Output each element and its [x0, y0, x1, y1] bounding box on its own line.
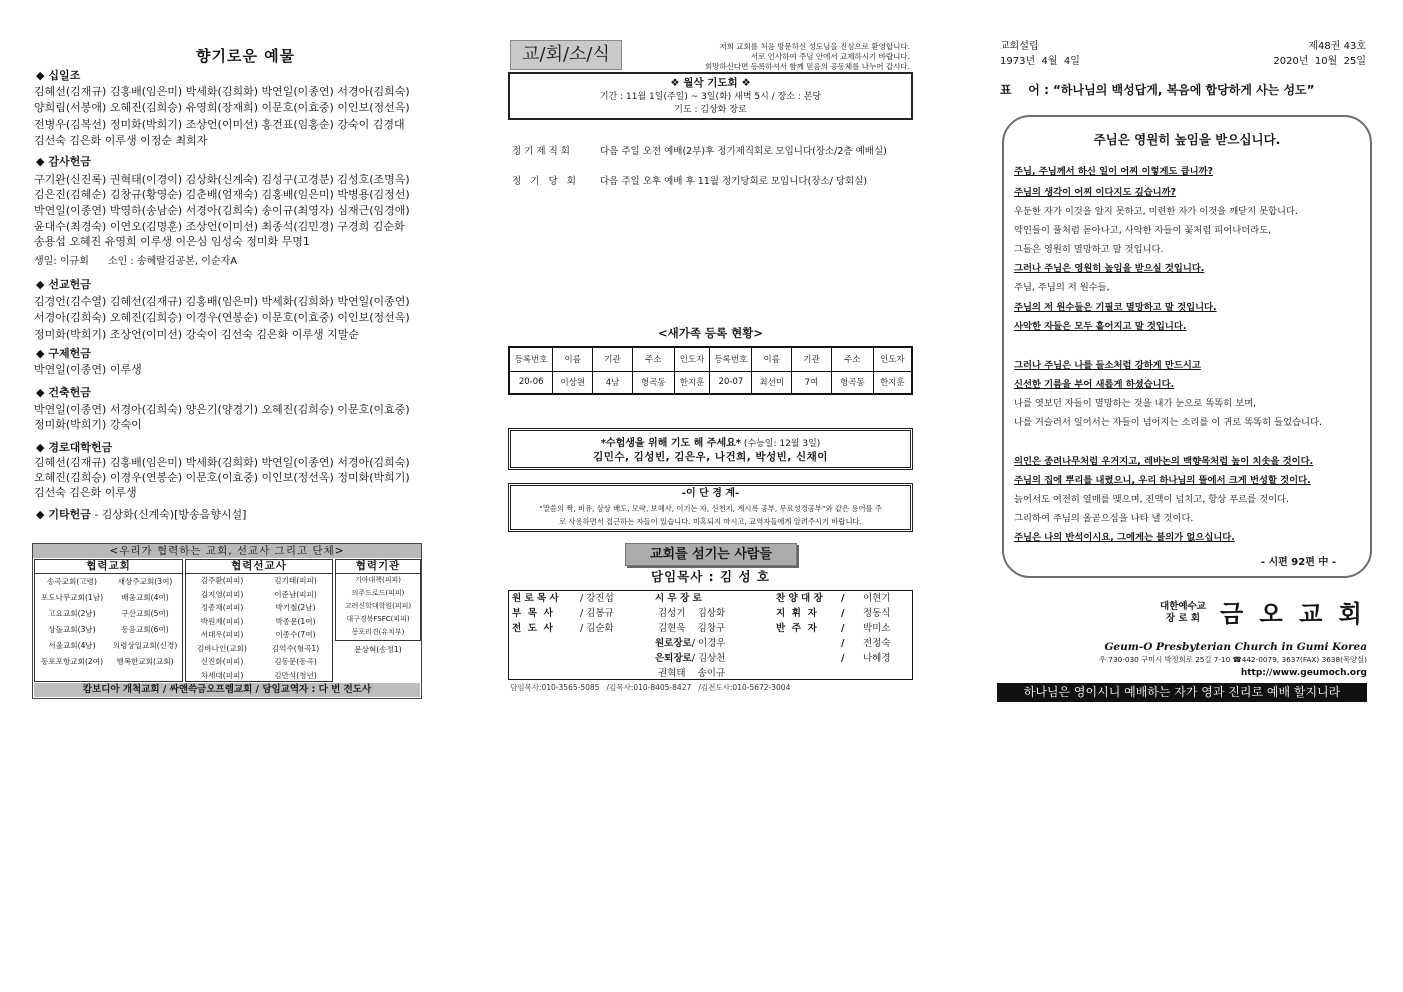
church-motto: 표 어 : “하나님의 백성답게, 복음에 합당하게 사는 성도”	[1000, 83, 1315, 97]
table-header: 인도자	[873, 347, 912, 371]
staff-role: 원 로 목 사	[512, 593, 559, 604]
list-item: 포도나무교회(1남)	[40, 593, 104, 602]
mission-line: 정미화(박희기) 조상언(이미선) 강숙이 김선숙 김은화 이루생 지말순	[34, 328, 360, 341]
elder-college-label: 경로대학헌금	[48, 441, 113, 454]
table-header: 인도자	[674, 347, 710, 371]
tithe-line: 양희림(서봉애) 오혜진(김희승) 유영희(장재희) 이문호(이효중) 이인보(정선옥)	[34, 101, 410, 114]
staff-role: 전 도 사	[512, 623, 553, 634]
thanks-line: 김은진(김혜순) 김창규(황영순) 김춘배(엄재숙) 김홍배(임은미) 박병용(김정선)	[34, 188, 410, 201]
table-header: 주소	[831, 347, 873, 371]
table-cell: 한지훈	[674, 371, 710, 394]
building-label: 건축헌금	[48, 386, 91, 399]
exam-students: 김민수, 김성빈, 김은우, 나건희, 박성빈, 신채이	[593, 451, 828, 463]
list-item: 의령상일교회(신경)	[112, 641, 178, 650]
table-cell: 최선미	[752, 371, 792, 394]
list-item: 동포포항교회(2여)	[40, 657, 104, 666]
relief-heading	[36, 346, 91, 362]
prayer-meeting-period: 기간 : 11월 1일(주일) ~ 3일(화) 새벽 5시 / 장소 : 본당	[599, 92, 822, 102]
psalm-line: 그리하여 주님의 올곧으심을 나타 낼 것이다.	[1014, 513, 1194, 524]
newcomers-title: <새가족 등록 현황>	[657, 326, 764, 340]
list-item: 서울교회(4남)	[48, 641, 96, 650]
list-item: 기아대책(피피)	[354, 576, 402, 584]
prayer-meeting-leader: 기도 : 김상화 장로	[674, 105, 747, 115]
partner-agency-extra: 문상혁(송정1)	[354, 645, 402, 654]
partner-agencies-heading: 협력기관	[336, 560, 420, 574]
bullet: ◆	[36, 278, 45, 291]
table-header: 주소	[632, 347, 674, 371]
psalm-line: 우둔한 자가 이것을 알지 못하고, 미련한 자가 이것을 깨닫지 못합니다.	[1014, 206, 1298, 217]
building-heading	[36, 385, 91, 401]
table-header: 이름	[752, 347, 792, 371]
table-header: 등록번호	[509, 347, 553, 371]
partners-title: <우리가 협력하는 교회, 선교사 그리고 단체>	[33, 544, 421, 558]
other-text: - 김상화(신계숙)[방송음향시설]	[90, 508, 247, 521]
thanks-heading	[36, 154, 91, 170]
list-item: 고려신학대학원(피피)	[344, 602, 412, 610]
meeting-label: 정 기 제 직 회	[512, 146, 570, 157]
staff-role: 원로장로	[655, 638, 692, 649]
staff-middle	[658, 621, 725, 636]
table-header: 등록번호	[710, 347, 752, 371]
servants-list	[508, 591, 913, 681]
psalm-line: 주님, 주님의 저 원수들,	[1014, 282, 1110, 293]
partners-footer: 캄보디아 개척교회 / 싸앤쓱금오프렘교회 / 담임교역자 : 다 번 전도사	[34, 683, 420, 697]
staff-row	[508, 606, 913, 621]
heresy-warning-text: 로 사용하면서 접근하는 자들이 있습니다. 미혹되지 마시고, 교역자들에게 알려주시기 바랍니다.	[559, 517, 862, 526]
staff-role: 찬 양 대 장	[776, 593, 823, 604]
meeting-text: 다음 주일 오후 예배 후 11월 정기당회로 모입니다(장소/ 당회실)	[600, 176, 868, 187]
list-item: 박원제(피피)	[200, 616, 244, 626]
psalm-line: 주님의 집에 뿌리를 내렸으니, 우리 하나님의 뜰에서 크게 번성할 것이다.	[1014, 475, 1311, 486]
psalm-line: 그들은 영원히 멸망하고 말 것입니다.	[1014, 244, 1164, 255]
table-header: 이름	[553, 347, 593, 371]
psalm-line: 의인은 종려나무처럼 우거지고, 레바논의 백향목처럼 높이 치솟을 것이다.	[1014, 456, 1314, 467]
list-item: 구산교회(5여)	[121, 609, 169, 618]
staff-name: 김성기 김상화	[658, 608, 726, 619]
list-item: 김주환(피피)	[200, 576, 244, 585]
psalm-line: 나를 거슬러서 일어서는 자들이 넘어지는 소리를 이 귀로 똑똑히 들었습니다.	[1014, 417, 1322, 428]
list-item: 고요교회(2남)	[48, 609, 96, 618]
bulletin-date: 2020년 10월 25일	[1273, 56, 1366, 67]
established-label: 교회설립	[1000, 41, 1039, 52]
church-url: http://www.geumoch.org	[1240, 668, 1367, 678]
list-item: 배움교회(4여)	[121, 593, 169, 602]
staff-row	[508, 651, 913, 666]
staff-name: 김현욱 김창구	[658, 623, 726, 634]
issue-number: 제48권 43호	[1308, 41, 1366, 52]
exam-prayer-heading	[508, 434, 913, 451]
psalm-line: 그러나 주님은 영원히 높임을 받으실 것입니다.	[1014, 263, 1205, 274]
tithe-label: 십일조	[48, 69, 81, 82]
table-header: 기관	[792, 347, 832, 371]
partner-missionary-list-left	[186, 574, 258, 682]
list-item: 박기철(2남)	[275, 603, 316, 612]
psalm-line: 신선한 기름을 부어 새롭게 하셨습니다.	[1014, 379, 1175, 390]
newcomers-table	[508, 346, 913, 395]
staff-role: 반 주 자	[776, 623, 817, 634]
staff-name: 정동식	[863, 608, 891, 619]
list-item: 김기태(피피)	[274, 576, 317, 585]
list-item: 행복한교회(교회)	[116, 657, 174, 666]
church-address: 우 730-030 구미시 박정희로 25길 7-10 ☎442-0079, 3637(FAX) 3638(목양실)	[1098, 655, 1367, 664]
tithe-line: 김선숙 김은화 이루생 이정순 최희자	[34, 134, 208, 147]
staff-name: / 김봉규	[580, 608, 614, 619]
table-cell: 형곡동	[831, 371, 873, 394]
welcome-line: 희망하신다면 등록하셔서 함께 믿음의 공동체를 나누어 갑시다.	[704, 62, 910, 71]
exam-date: (수능일: 12월 3일)	[741, 439, 821, 449]
table-cell: 4남	[593, 371, 633, 394]
bullet: ◆	[36, 386, 45, 399]
thanks-line: 구기완(신진록) 권혁태(이경이) 김상화(신계숙) 김성구(고경분) 김성호(조명옥)	[34, 173, 410, 186]
senior-pastor: 담임목사 : 김 성 호	[651, 569, 770, 584]
psalm-line: 그러나 주님은 나를 들소처럼 강하게 만드시고	[1014, 360, 1201, 371]
psalm-line: 주님의 생각이 어찌 이다지도 깊습니까?	[1014, 187, 1177, 198]
established-date: 1973년 4월 4일	[1000, 56, 1080, 67]
list-item: 송곡교회(고령)	[47, 577, 97, 586]
elder-college-line: 김혜선(김재규) 김홍배(임은미) 박세화(김희화) 박연일(이종연) 서경아(김희숙)	[34, 456, 410, 469]
thanks-note: 생일: 이규회 소인 : 송혜랄김공본, 이순자A	[34, 256, 238, 267]
mission-label: 선교헌금	[48, 278, 91, 291]
staff-role: 지 휘 자	[776, 608, 817, 619]
tithe-line: 김혜선(김재규) 김홍배(임은미) 박세화(김희화) 박연일(이종연) 서경아(김희숙)	[34, 85, 410, 98]
mission-line: 김경언(김수열) 김혜선(김재규) 김홍배(임은미) 박세화(김희화) 박연일(이종연)	[34, 295, 410, 308]
staff-name: 이현기	[863, 593, 891, 604]
staff-separator: /	[841, 653, 845, 664]
meeting-text: 다음 주일 오전 예배(2부)후 정기제직회로 모입니다(장소/2층 예배실)	[600, 146, 887, 157]
psalm-line: 주님은 나의 반석이시요, 그에게는 불의가 없으십니다.	[1014, 532, 1235, 543]
elder-college-line: 김선숙 김은화 이루생	[34, 486, 137, 499]
staff-middle	[658, 606, 725, 621]
exam-prayer-title: *수험생을 위해 기도 해 주세요*	[600, 438, 741, 449]
table-cell: 20-07	[710, 371, 752, 394]
list-item: 김만석(청년)	[274, 670, 317, 680]
partner-churches-heading: 협력교회	[35, 560, 182, 574]
list-item: 이종수(7여)	[275, 630, 316, 639]
staff-row	[508, 666, 913, 681]
list-item: 김억수(형곡1)	[271, 643, 320, 653]
staff-separator: /	[841, 638, 845, 649]
list-item: 김동문(동곡)	[274, 657, 317, 666]
relief-line: 박연일(이종연) 이루생	[34, 363, 142, 376]
table-header: 기관	[593, 347, 633, 371]
list-item: 차세대(피피)	[200, 670, 244, 680]
psalm-line: 주님, 주님께서 하신 일이 어찌 이렇게도 큽니까?	[1014, 166, 1213, 177]
table-cell: 7여	[792, 371, 832, 394]
staff-name: / 강진섭	[580, 593, 614, 604]
table-cell: 한지훈	[873, 371, 912, 394]
bullet: ◆	[36, 441, 45, 454]
denomination-line: 대한예수교	[1160, 601, 1206, 612]
offerings-title: 향기로운 예물	[196, 47, 296, 65]
partner-agency-list	[336, 574, 420, 639]
meeting-notice	[512, 145, 887, 159]
staff-row	[508, 621, 913, 636]
thanks-line: 박연일(이종연) 박영하(송남순) 서경아(김희숙) 송이규(최영자) 심재근(임경애)	[34, 204, 410, 217]
bullet: ◆	[36, 347, 45, 360]
thanks-line: 송용섭 오혜진 유영희 이루생 이은심 임성숙 정미화 무명1	[34, 235, 310, 248]
table-cell: 이상원	[553, 371, 593, 394]
mission-heading	[36, 277, 91, 293]
staff-name: 전정숙	[863, 638, 891, 649]
list-item: 동음교회(6여)	[121, 625, 169, 634]
tithe-heading	[36, 68, 80, 84]
staff-role: 시 무 장 로	[655, 593, 702, 604]
psalm-box	[1002, 115, 1372, 578]
table-row	[509, 371, 912, 394]
list-item: 박종문(1여)	[275, 616, 316, 626]
partner-church-list-left	[35, 574, 109, 670]
staff-name: 나혜경	[863, 653, 891, 664]
building-line: 박연일(이종연) 서경아(김희숙) 양은기(양경기) 오혜진(김희승) 이문호(이효중)	[34, 403, 410, 416]
staff-role: 은퇴장로	[655, 653, 692, 664]
psalm-line: 나를 엿보던 자들이 멸망하는 것을 내가 눈으로 똑똑히 보며,	[1014, 398, 1257, 409]
welcome-line: 서로 인사하여 주님 안에서 교제하시기 바랍니다.	[750, 52, 910, 61]
bullet: ◆	[36, 155, 45, 168]
table-cell: 20-06	[509, 371, 553, 394]
list-item: 김지영(피피)	[200, 589, 244, 599]
contact-numbers: 담임목사:010-3565-5085 /김목사:010-8405-8427 /김전도사:010-5672-3004	[510, 683, 791, 692]
list-item: 신진화(피피)	[200, 657, 244, 666]
thanks-label: 감사헌금	[48, 155, 91, 168]
building-line: 정미화(박희기) 강숙이	[34, 418, 142, 431]
psalm-line: 주님의 저 원수들은 기필코 멸망하고 말 것입니다.	[1014, 302, 1217, 313]
staff-middle	[655, 636, 725, 651]
other-label: 기타헌금	[48, 508, 91, 521]
staff-separator: /	[841, 608, 845, 619]
staff-name: 권혁태 송이규	[658, 668, 726, 679]
staff-name: / 김순화	[580, 623, 614, 634]
meeting-label: 정 기 당 회	[512, 176, 576, 187]
bullet: ◆	[36, 508, 45, 521]
denomination	[1150, 601, 1216, 625]
elder-college-line: 오혜진(김희승) 이경우(연봉순) 이문호(이효중) 이인보(정선옥) 정미화(박희기)	[34, 471, 410, 484]
news-heading: 교/회/소/식	[510, 40, 622, 70]
list-item: 의주드로드(피피)	[351, 589, 405, 597]
staff-name: / 이경우	[691, 638, 726, 649]
staff-row	[508, 591, 913, 606]
psalm-line: 늙어서도 여전히 열매를 맺으며, 진액이 넘치고, 항상 푸르를 것이다.	[1014, 494, 1289, 505]
heresy-warning-text: “말씀의 짝, 비유, 삼상 배도, 모략, 보혜사, 이기는 자, 신천지, 계시록 공부, 무료성경공부”와 같은 용어를 주	[539, 504, 882, 513]
denomination-line: 장 로 회	[1165, 613, 1201, 624]
staff-middle	[655, 591, 702, 606]
psalm-source: - 시편 92편 中 -	[1260, 557, 1336, 568]
staff-middle	[658, 666, 725, 681]
staff-separator: /	[841, 623, 845, 634]
church-english-name: Geum-O Presbyterian Church in Gumi Korea	[1104, 641, 1367, 653]
prayer-meeting-title: ❖ 월삭 기도회 ❖	[670, 77, 751, 89]
mission-line: 서경아(김희숙) 오혜진(김희승) 이경우(연봉순) 이문호(이효중) 이인보(정선옥)	[34, 311, 410, 324]
list-item: 김바나인(교회)	[197, 643, 247, 653]
partner-missionary-list-right	[259, 574, 332, 682]
servants-title: 교회를 섬기는 사람들	[625, 543, 797, 566]
staff-role: 부 목 사	[512, 608, 553, 619]
staff-row	[508, 636, 913, 651]
staff-separator: /	[841, 593, 845, 604]
list-item: 새상주교회(3여)	[117, 577, 173, 586]
partner-church-list-right	[108, 574, 182, 670]
staff-middle	[655, 651, 725, 666]
partner-missionaries-heading: 협력선교사	[186, 560, 332, 574]
relief-label: 구제헌금	[48, 347, 91, 360]
tithe-line: 전병우(김복선) 정미화(박희기) 조상언(이미선) 홍건표(임홍순) 강숙이 김경대	[34, 118, 405, 131]
list-item: 동포리견(유치부)	[351, 628, 405, 636]
meeting-notice	[512, 175, 867, 189]
psalm-line: 악인들이 풀처럼 돋아나고, 사악한 자들이 꽃처럼 피어나더라도,	[1014, 225, 1272, 236]
table-header-row	[509, 347, 912, 371]
scripture-banner: 하나님은 영이시니 예배하는 자가 영과 진리로 예배 할지니라	[997, 683, 1367, 702]
table-cell: 형곡동	[632, 371, 674, 394]
list-item: 서대우(피피)	[200, 630, 244, 639]
psalm-line: 사악한 자들은 모두 흩어지고 말 것입니다.	[1014, 321, 1187, 332]
psalm-title: 주님은 영원히 높임을 받으십니다.	[1093, 132, 1281, 147]
staff-name: / 김상천	[691, 653, 726, 664]
bullet: ◆	[36, 69, 45, 82]
heresy-warning-title: -이 단 경 계-	[681, 488, 740, 499]
list-item: 정종채(피피)	[200, 603, 244, 612]
other-heading	[36, 507, 246, 523]
welcome-line: 저희 교회를 처음 방문하신 성도님을 진심으로 환영합니다.	[719, 42, 910, 51]
thanks-line: 윤대수(최경숙) 이연오(김명훈) 조상언(이미선) 최종석(김민경) 구경희 김순화	[34, 220, 405, 233]
staff-name: 박미소	[863, 623, 891, 634]
elder-college-heading	[36, 440, 112, 456]
list-item: 이준남(피피)	[274, 589, 317, 599]
list-item: 상돌교회(3남)	[48, 625, 96, 634]
list-item: 대구경북FSFC(피피)	[346, 615, 410, 623]
church-name: 금 오 교 회	[1220, 600, 1366, 628]
